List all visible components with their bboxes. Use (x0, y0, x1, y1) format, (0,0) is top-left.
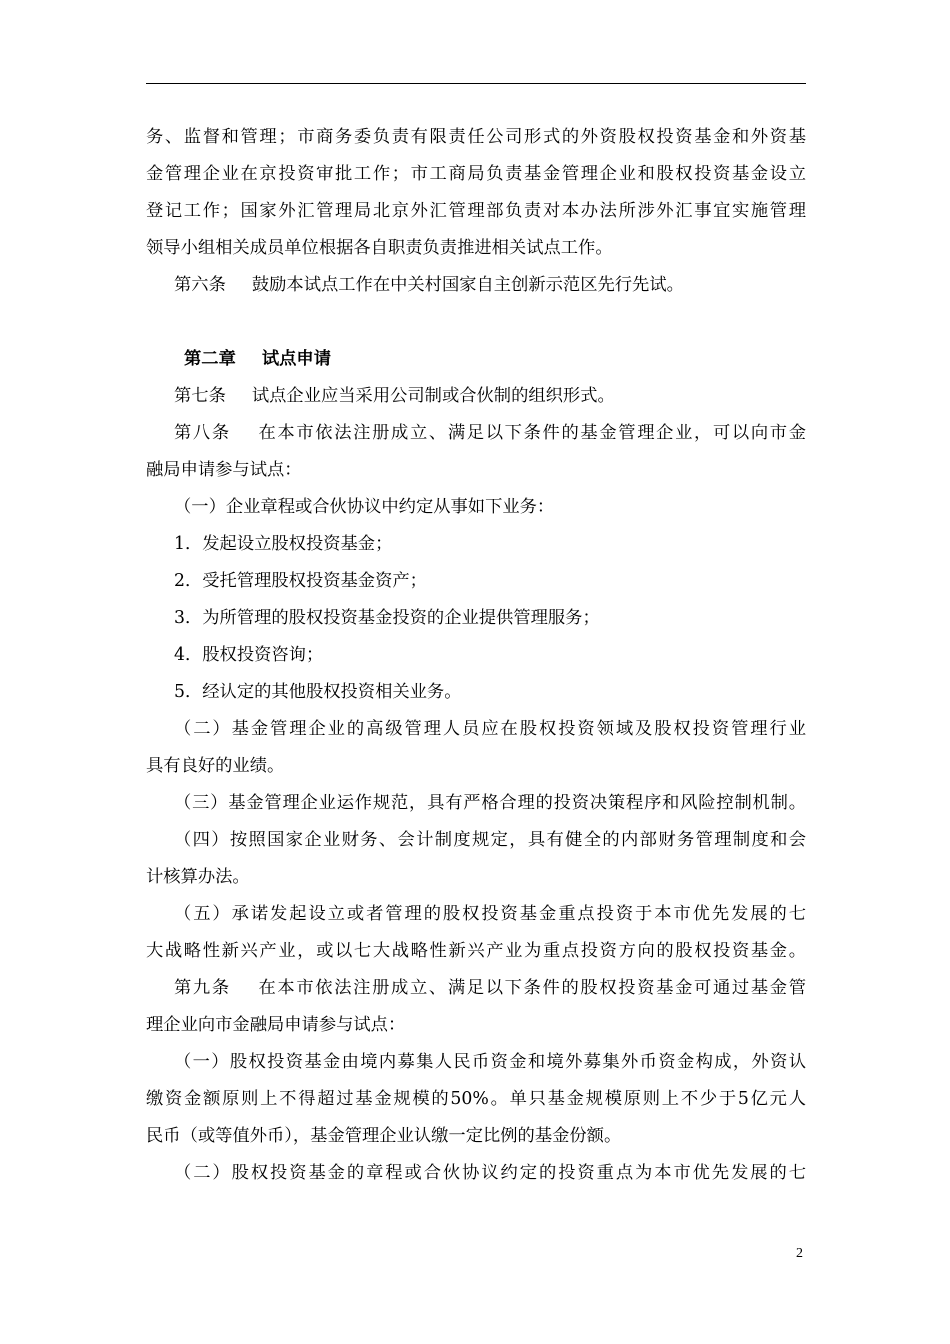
text-line: 理企业向市金融局申请参与试点： (146, 1015, 406, 1035)
list-item: （一）企业章程或合伙协议中约定从事如下业务： (174, 497, 555, 517)
text-line: 融局申请参与试点： (146, 460, 302, 480)
list-item: 5．经认定的其他股权投资相关业务。 (174, 682, 462, 702)
list-item: 1．发起设立股权投资基金； (174, 534, 393, 554)
chapter-number: 第二章 (184, 349, 236, 369)
text-line: 大战略性新兴产业，或以七大战略性新兴产业为重点投资方向的股权投资基金。 (146, 941, 806, 961)
article-number: 第九条 (174, 978, 231, 998)
article-number: 第六条 (174, 275, 226, 295)
text-line: （一）股权投资基金由境内募集人民币资金和境外募集外币资金构成，外资认 (174, 1052, 806, 1072)
article-7 (174, 384, 806, 408)
article-text: 在本市依法注册成立、满足以下条件的基金管理企业，可以向市金 (256, 423, 806, 443)
header-rule (146, 83, 806, 84)
text-line: 缴资金额原则上不得超过基金规模的50%。单只基金规模原则上不少于5亿元人 (146, 1089, 806, 1109)
text-line: 具有良好的业绩。 (146, 756, 285, 776)
list-item: 4．股权投资咨询； (174, 645, 324, 665)
text-line: （四）按照国家企业财务、会计制度规定，具有健全的内部财务管理制度和会 (174, 830, 806, 850)
text-line: 金管理企业在京投资审批工作；市工商局负责基金管理企业和股权投资基金设立 (146, 164, 806, 184)
text-line: （五）承诺发起设立或者管理的股权投资基金重点投资于本市优先发展的七 (174, 904, 806, 924)
text-line: 计核算办法。 (146, 867, 250, 887)
text-line: 登记工作；国家外汇管理局北京外汇管理部负责对本办法所涉外汇事宜实施管理 (146, 201, 806, 221)
article-9 (174, 976, 806, 1000)
list-item: 3．为所管理的股权投资基金投资的企业提供管理服务； (174, 608, 600, 628)
chapter-heading (184, 347, 806, 371)
text-line: 务、监督和管理；市商务委负责有限责任公司形式的外资股权投资基金和外资基 (146, 127, 806, 147)
article-text: 在本市依法注册成立、满足以下条件的股权投资基金可通过基金管 (256, 978, 806, 998)
text-line: （二）股权投资基金的章程或合伙协议约定的投资重点为本市优先发展的七 (174, 1163, 806, 1183)
chapter-title: 试点申请 (261, 349, 331, 369)
article-text: 试点企业应当采用公司制或合伙制的组织形式。 (251, 386, 615, 406)
page-number: 2 (796, 1246, 803, 1261)
article-8 (174, 421, 806, 445)
article-text: 鼓励本试点工作在中关村国家自主创新示范区先行先试。 (251, 275, 684, 295)
list-item: 2．受托管理股权投资基金资产； (174, 571, 427, 591)
article-number: 第八条 (174, 423, 231, 443)
text-line: 民币（或等值外币），基金管理企业认缴一定比例的基金份额。 (146, 1126, 622, 1146)
article-6 (174, 273, 806, 297)
text-line: （二）基金管理企业的高级管理人员应在股权投资领域及股权投资管理行业 (174, 719, 806, 739)
text-line: （三）基金管理企业运作规范，具有严格合理的投资决策程序和风险控制机制。 (174, 793, 806, 813)
text-line: 领导小组相关成员单位根据各自职责负责推进相关试点工作。 (146, 238, 613, 258)
article-number: 第七条 (174, 386, 226, 406)
